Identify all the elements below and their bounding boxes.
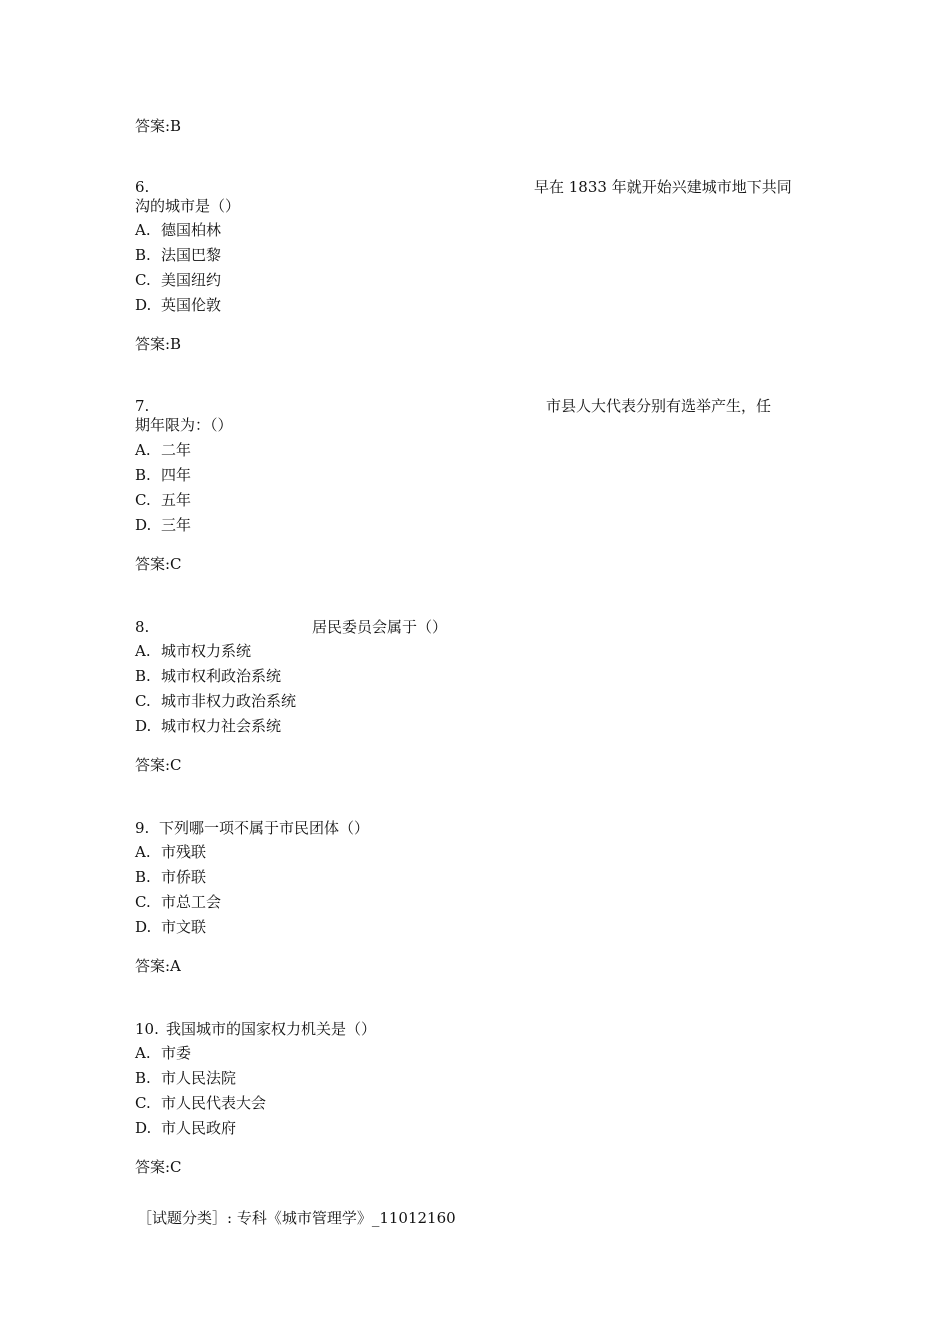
q10-option-b	[135, 1068, 236, 1088]
q10-number: 10.	[135, 1020, 159, 1038]
option-text: 五年	[161, 491, 192, 509]
option-letter: D.	[135, 296, 152, 314]
option-text: 市委	[161, 1044, 192, 1062]
option-letter: B.	[135, 667, 151, 685]
q8-number: 8.	[135, 618, 150, 636]
option-text: 市人民政府	[161, 1119, 237, 1137]
option-letter: C.	[135, 491, 151, 509]
q8-option-c	[135, 691, 296, 711]
q9-answer: 答案:A	[135, 957, 181, 975]
option-text: 四年	[161, 466, 192, 484]
option-text: 城市权利政治系统	[161, 667, 282, 685]
q10-answer: 答案:C	[135, 1158, 182, 1176]
option-letter: C.	[135, 1094, 151, 1112]
answer-prev: 答案:B	[135, 117, 182, 135]
option-text: 城市权力系统	[161, 642, 252, 660]
q10-stem: 我国城市的国家权力机关是（）	[166, 1020, 377, 1038]
option-letter: D.	[135, 717, 152, 735]
q6-option-d	[135, 295, 221, 315]
q9-number: 9.	[135, 819, 150, 837]
option-letter: D.	[135, 1119, 152, 1137]
option-letter: B.	[135, 466, 151, 484]
option-text: 德国柏林	[161, 221, 222, 239]
q7-stem-cont: 期年限为：（）	[135, 416, 233, 434]
option-text: 市侨联	[161, 868, 207, 886]
q10-option-c	[135, 1093, 266, 1113]
q8-option-d	[135, 716, 281, 736]
option-letter: B.	[135, 1069, 151, 1087]
option-text: 美国纽约	[161, 271, 222, 289]
option-text: 市人民法院	[161, 1069, 237, 1087]
option-letter: B.	[135, 868, 151, 886]
q10-option-d	[135, 1118, 236, 1138]
option-text: 市文联	[161, 918, 207, 936]
q6-answer: 答案:B	[135, 335, 182, 353]
q7-stem: 市县人大代表分别有选举产生，任	[546, 397, 772, 415]
q10-option-a	[135, 1043, 191, 1063]
q8-option-b	[135, 666, 281, 686]
option-letter: A.	[135, 1044, 151, 1062]
q10-stem-line	[135, 1019, 376, 1039]
q7-number: 7.	[135, 397, 150, 415]
option-text: 市总工会	[161, 893, 222, 911]
option-letter: D.	[135, 516, 152, 534]
option-letter: C.	[135, 271, 151, 289]
q6-option-b	[135, 245, 221, 265]
option-letter: C.	[135, 893, 151, 911]
q7-option-d	[135, 515, 191, 535]
q8-answer: 答案:C	[135, 756, 182, 774]
q7-option-a	[135, 440, 191, 460]
option-letter: B.	[135, 246, 151, 264]
option-text: 市人民代表大会	[161, 1094, 267, 1112]
q6-number: 6.	[135, 178, 150, 196]
option-letter: D.	[135, 918, 152, 936]
q9-stem: 下列哪一项不属于市民团体（）	[159, 819, 370, 837]
option-letter: A.	[135, 221, 151, 239]
q9-stem-line	[135, 818, 369, 838]
option-letter: A.	[135, 642, 151, 660]
option-text: 三年	[161, 516, 192, 534]
option-text: 城市权力社会系统	[161, 717, 282, 735]
option-letter: A.	[135, 843, 151, 861]
option-text: 法国巴黎	[161, 246, 222, 264]
q7-option-b	[135, 465, 191, 485]
option-letter: A.	[135, 441, 151, 459]
q6-option-c	[135, 270, 221, 290]
q9-option-a	[135, 842, 206, 862]
q9-option-c	[135, 892, 221, 912]
q6-stem-cont: 沟的城市是（）	[135, 197, 241, 215]
option-letter: C.	[135, 692, 151, 710]
option-text: 城市非权力政治系统	[161, 692, 297, 710]
q8-stem: 居民委员会属于（）	[312, 618, 448, 636]
q7-answer: 答案:C	[135, 555, 182, 573]
q8-option-a	[135, 641, 251, 661]
q9-option-d	[135, 917, 206, 937]
option-text: 市残联	[161, 843, 207, 861]
option-text: 二年	[161, 441, 192, 459]
q6-stem: 早在 1833 年就开始兴建城市地下共同	[534, 178, 792, 196]
q7-option-c	[135, 490, 191, 510]
option-text: 英国伦敦	[161, 296, 222, 314]
category-footer: ［试题分类］: 专科《城市管理学》_11012160	[137, 1209, 456, 1227]
q9-option-b	[135, 867, 206, 887]
q6-option-a	[135, 220, 221, 240]
